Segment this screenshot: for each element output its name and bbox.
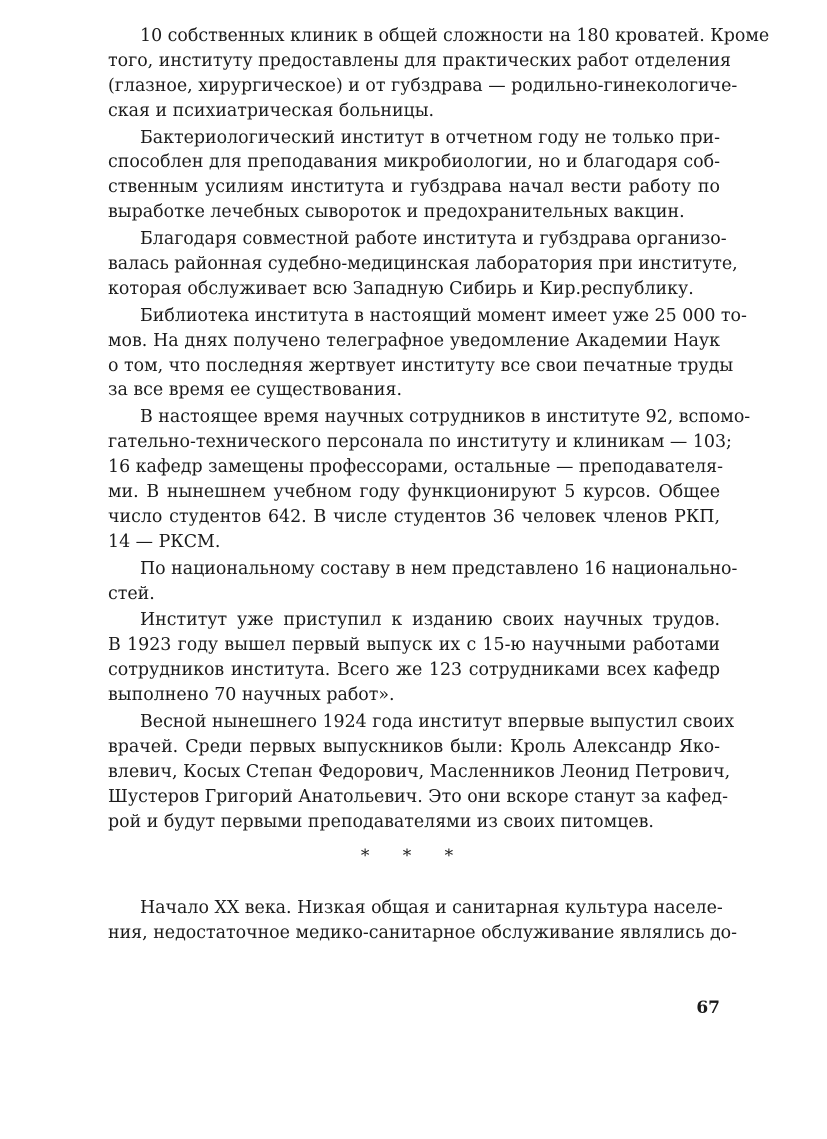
paragraph — [108, 608, 720, 708]
text-line: выполнено 70 научных работ». — [108, 685, 395, 706]
text-line: за все время ее существования. — [108, 380, 402, 401]
text-line: того, институту предоставлены для практических работ отделения — [108, 50, 732, 71]
paragraph — [108, 126, 720, 226]
text-line: Библиотека института в настоящий момент имеет уже 25 000 то- — [140, 305, 747, 326]
page-number: 67 — [696, 998, 720, 1018]
text-line: число студентов 642. В числе студентов 36 человек членов РКП, — [108, 506, 720, 527]
text-line: выработке лечебных сывороток и предохранительных вакцин. — [108, 202, 685, 223]
text-line: ская и психиатрическая больницы. — [108, 100, 435, 121]
text-line: Начало XX века. Низкая общая и санитарная культура населе- — [140, 898, 723, 918]
text-line: ния, недостаточное медико-санитарное обслуживание являлись до- — [108, 922, 738, 943]
text-line: стей. — [108, 583, 155, 604]
paragraph — [108, 557, 738, 607]
text-line: (глазное, хирургическое) и от губздрава — родильно-гинекологиче- — [108, 75, 738, 96]
text-line: гательно-технического персонала по институту и клиникам — 103; — [108, 432, 732, 453]
text-line: 16 кафедр замещены профессорами, остальные — преподавателя- — [108, 457, 723, 478]
text-line: врачей. Среди первых выпускников были: Кроль Александр Яко- — [108, 736, 720, 757]
text-line: ми. В нынешнем учебном году функционируют 5 курсов. Общее — [108, 482, 720, 503]
text-line: мов. На днях получено телеграфное уведомление Академии Наук — [108, 330, 720, 351]
text-line: способлен для преподавания микробиологии, но и благодаря соб- — [108, 152, 720, 173]
text-line: 14 — РКСМ. — [108, 531, 221, 552]
text-line: Бактериологический институт в отчетном году не только при- — [140, 127, 720, 148]
paragraph — [108, 405, 751, 554]
text-line: которая обслуживает всю Западную Сибирь и Кир.республику. — [108, 278, 694, 299]
text-line: Институт уже приступил к изданию своих научных трудов. — [140, 610, 720, 631]
paragraph — [108, 304, 747, 404]
paragraph — [108, 896, 738, 946]
text-line: Благодаря совместной работе института и губздрава организо- — [140, 229, 727, 250]
text-line: В настоящее время научных сотрудников в институте 92, вспомо- — [140, 407, 751, 428]
text-line: о том, что последняя жертвует институту все свои печатные труды — [108, 355, 734, 376]
book-page — [108, 24, 770, 1018]
text-line: В 1923 году вышел первый выпуск их с 15-ю научными работами — [108, 635, 720, 656]
text-line: Шустеров Григорий Анатольевич. Это они вскоре станут за кафед- — [108, 786, 729, 807]
body-text — [108, 24, 770, 835]
text-line: По национальному составу в нем представлено 16 национально- — [140, 558, 738, 579]
text-line: сотрудников института. Всего же 123 сотрудниками всех кафедр — [108, 660, 720, 681]
text-line: влевич, Косых Степан Федорович, Масленников Леонид Петрович, — [108, 761, 731, 782]
final-paragraph — [108, 896, 738, 948]
section-separator: * * * — [360, 846, 468, 866]
paragraph — [108, 24, 770, 124]
text-line: Весной нынешнего 1924 года институт впервые выпустил своих — [140, 712, 735, 733]
paragraph — [108, 710, 735, 834]
text-line: рой и будут первыми преподавателями из своих питомцев. — [108, 811, 654, 832]
paragraph — [108, 227, 738, 302]
text-line: 10 собственных клиник в общей сложности на 180 кроватей. Кроме — [140, 26, 770, 46]
text-line: валась районная судебно-медицинская лаборатория при институте, — [108, 254, 738, 275]
text-line: ственным усилиям института и губздрава начал вести работу по — [108, 177, 720, 198]
